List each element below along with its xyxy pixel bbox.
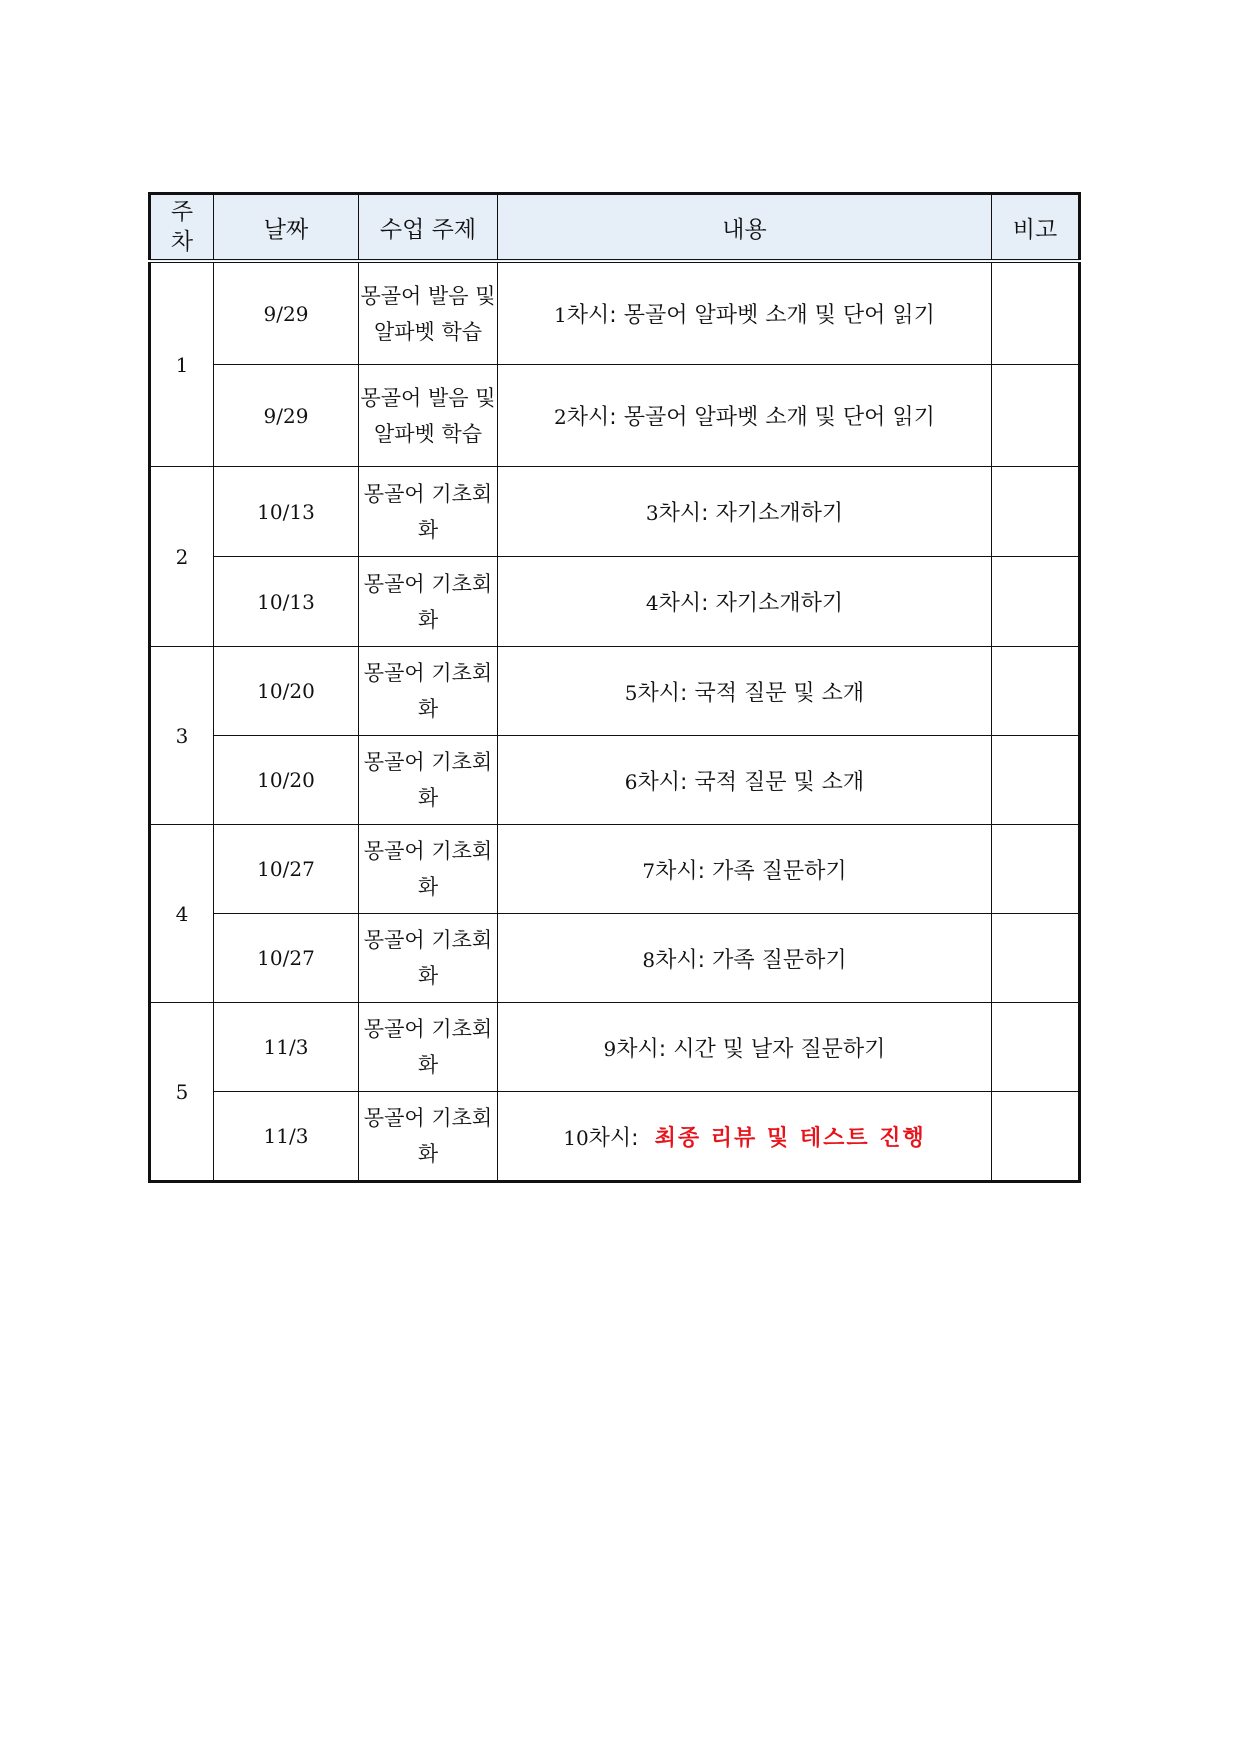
topic-cell: 몽골어 기초회화 bbox=[359, 736, 498, 825]
content-cell bbox=[498, 261, 992, 365]
notes-cell bbox=[992, 467, 1080, 557]
date-cell: 9/29 bbox=[214, 261, 359, 365]
week-cell: 2 bbox=[150, 467, 214, 647]
notes-cell bbox=[992, 825, 1080, 914]
header-date: 날짜 bbox=[214, 194, 359, 262]
date-cell: 10/20 bbox=[214, 647, 359, 736]
table-row bbox=[150, 557, 1080, 647]
topic-cell: 몽골어 기초회화 bbox=[359, 1003, 498, 1092]
session-text: 차시: 몽골어 알파벳 소개 및 단어 읽기 bbox=[566, 405, 935, 430]
content-cell bbox=[498, 365, 992, 467]
content-cell bbox=[498, 1092, 992, 1182]
session-text: 차시: 가족 질문하기 bbox=[655, 858, 847, 884]
notes-cell bbox=[992, 365, 1080, 467]
header-content: 내용 bbox=[498, 194, 992, 262]
week-cell: 5 bbox=[150, 1003, 214, 1182]
date-cell: 10/20 bbox=[214, 736, 359, 825]
session-number: 9 bbox=[603, 1036, 617, 1061]
date-cell: 10/13 bbox=[214, 467, 359, 557]
content-cell bbox=[498, 467, 992, 557]
content-cell bbox=[498, 647, 992, 736]
topic-cell: 몽골어 기초회화 bbox=[359, 1092, 498, 1182]
date-cell: 10/27 bbox=[214, 825, 359, 914]
session-number: 10 bbox=[563, 1125, 589, 1150]
date-cell: 10/27 bbox=[214, 914, 359, 1003]
session-text: 차시: bbox=[588, 1125, 639, 1151]
session-number: 6 bbox=[624, 769, 638, 794]
week-cell: 4 bbox=[150, 825, 214, 1003]
header-notes: 비고 bbox=[992, 194, 1080, 262]
notes-cell bbox=[992, 1092, 1080, 1182]
table-row bbox=[150, 647, 1080, 736]
topic-cell: 몽골어 발음 및 알파벳 학습 bbox=[359, 261, 498, 365]
header-row bbox=[150, 194, 1080, 262]
table-row bbox=[150, 914, 1080, 1003]
header-topic: 수업 주제 bbox=[359, 194, 498, 262]
table-row bbox=[150, 1092, 1080, 1182]
notes-cell bbox=[992, 736, 1080, 825]
content-cell bbox=[498, 736, 992, 825]
topic-cell: 몽골어 기초회화 bbox=[359, 467, 498, 557]
content-cell bbox=[498, 1003, 992, 1092]
session-text: 차시: 국적 질문 및 소개 bbox=[637, 769, 865, 795]
session-number: 7 bbox=[642, 858, 656, 883]
content-cell bbox=[498, 825, 992, 914]
session-number: 3 bbox=[645, 501, 659, 525]
notes-cell bbox=[992, 647, 1080, 736]
topic-cell: 몽골어 기초회화 bbox=[359, 557, 498, 647]
date-cell: 11/3 bbox=[214, 1003, 359, 1092]
session-number: 8 bbox=[642, 947, 656, 972]
week-cell: 3 bbox=[150, 647, 214, 825]
session-number: 1 bbox=[554, 303, 567, 327]
table-row bbox=[150, 736, 1080, 825]
final-review-highlight: 최종 리뷰 및 테스트 진행 bbox=[654, 1124, 926, 1151]
session-number: 5 bbox=[624, 680, 638, 705]
content-cell bbox=[498, 557, 992, 647]
session-number: 4 bbox=[645, 591, 659, 615]
session-text: 차시: 자기소개하기 bbox=[658, 591, 844, 616]
session-text: 차시: 몽골어 알파벳 소개 및 단어 읽기 bbox=[566, 303, 935, 328]
session-text: 차시: 국적 질문 및 소개 bbox=[637, 680, 865, 706]
topic-cell: 몽골어 발음 및 알파벳 학습 bbox=[359, 365, 498, 467]
date-cell: 11/3 bbox=[214, 1092, 359, 1182]
notes-cell bbox=[992, 914, 1080, 1003]
topic-cell: 몽골어 기초회화 bbox=[359, 914, 498, 1003]
content-cell bbox=[498, 914, 992, 1003]
date-cell: 10/13 bbox=[214, 557, 359, 647]
session-number: 2 bbox=[554, 405, 567, 429]
topic-cell: 몽골어 기초회화 bbox=[359, 825, 498, 914]
session-text: 차시: 자기소개하기 bbox=[658, 501, 844, 526]
session-text: 차시: 시간 및 날자 질문하기 bbox=[616, 1036, 886, 1062]
week-cell: 1 bbox=[150, 261, 214, 467]
table-row bbox=[150, 365, 1080, 467]
header-week: 주차 bbox=[150, 194, 214, 262]
table-row bbox=[150, 1003, 1080, 1092]
table-row bbox=[150, 825, 1080, 914]
notes-cell bbox=[992, 261, 1080, 365]
session-text: 차시: 가족 질문하기 bbox=[655, 947, 847, 973]
schedule-table bbox=[148, 192, 1081, 1183]
topic-cell: 몽골어 기초회화 bbox=[359, 647, 498, 736]
table-row bbox=[150, 467, 1080, 557]
date-cell: 9/29 bbox=[214, 365, 359, 467]
notes-cell bbox=[992, 1003, 1080, 1092]
notes-cell bbox=[992, 557, 1080, 647]
table-row bbox=[150, 261, 1080, 365]
